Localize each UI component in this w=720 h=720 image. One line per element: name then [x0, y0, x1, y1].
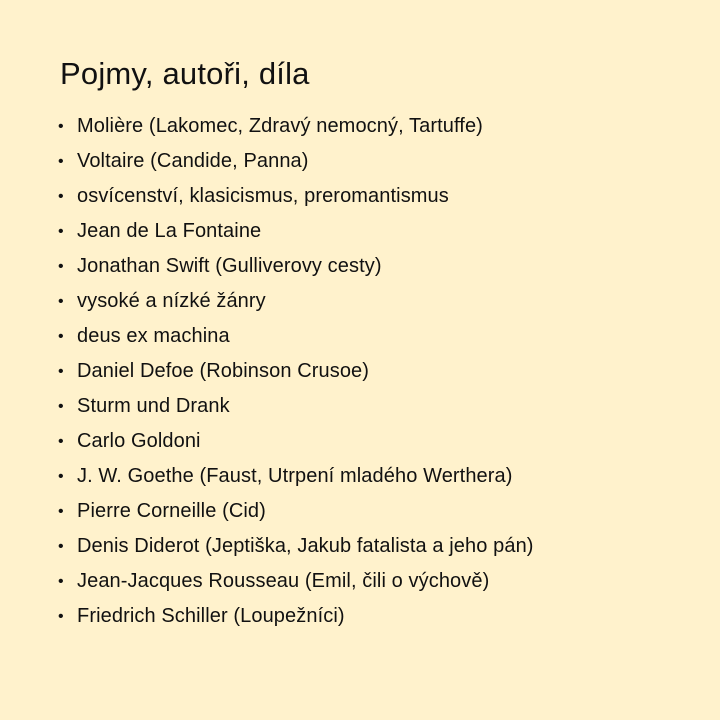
- list-item-text: Jonathan Swift (Gulliverovy cesty): [77, 255, 382, 277]
- list-item: [58, 144, 698, 179]
- list-item-text: Friedrich Schiller (Loupežníci): [77, 605, 345, 627]
- list-item: [58, 354, 698, 389]
- bullet-icon: •: [58, 293, 64, 310]
- list-item-text: Sturm und Drank: [77, 395, 230, 417]
- list-item-text: osvícenství, klasicismus, preromantismus: [77, 185, 449, 207]
- list-item-text: Voltaire (Candide, Panna): [77, 150, 309, 172]
- list-item-text: vysoké a nízké žánry: [77, 290, 266, 312]
- bullet-icon: •: [58, 153, 64, 170]
- slide-title: Pojmy, autoři, díla: [60, 56, 310, 91]
- list-item: [58, 319, 698, 354]
- bullet-icon: •: [58, 433, 64, 450]
- list-item: [58, 249, 698, 284]
- bullet-icon: •: [58, 363, 64, 380]
- bullet-icon: •: [58, 328, 64, 345]
- bullet-list: [58, 109, 698, 634]
- bullet-icon: •: [58, 503, 64, 520]
- list-item-text: Jean de La Fontaine: [77, 220, 262, 242]
- list-item: [58, 389, 698, 424]
- list-item-text: Carlo Goldoni: [77, 430, 201, 452]
- list-item: [58, 564, 698, 599]
- list-item-text: Daniel Defoe (Robinson Crusoe): [77, 360, 370, 382]
- list-item: [58, 284, 698, 319]
- bullet-icon: •: [58, 468, 64, 485]
- list-item: [58, 109, 698, 144]
- bullet-icon: •: [58, 223, 64, 240]
- bullet-icon: •: [58, 118, 64, 135]
- list-item: [58, 494, 698, 529]
- list-item: [58, 459, 698, 494]
- list-item-text: Denis Diderot (Jeptiška, Jakub fatalista a jeho pán): [77, 535, 534, 557]
- bullet-icon: •: [58, 538, 64, 555]
- list-item-text: Molière (Lakomec, Zdravý nemocný, Tartuffe): [77, 115, 483, 137]
- bullet-icon: •: [58, 573, 64, 590]
- bullet-icon: •: [58, 258, 64, 275]
- list-item: [58, 214, 698, 249]
- bullet-icon: •: [58, 608, 64, 625]
- list-item-text: J. W. Goethe (Faust, Utrpení mladého Werthera): [77, 465, 513, 487]
- bullet-icon: •: [58, 188, 64, 205]
- bullet-icon: •: [58, 398, 64, 415]
- list-item-text: Jean-Jacques Rousseau (Emil, čili o výchově): [77, 570, 490, 592]
- list-item-text: deus ex machina: [77, 325, 230, 347]
- list-item: [58, 599, 698, 634]
- list-item: [58, 424, 698, 459]
- list-item-text: Pierre Corneille (Cid): [77, 500, 266, 522]
- list-item: [58, 179, 698, 214]
- list-item: [58, 529, 698, 564]
